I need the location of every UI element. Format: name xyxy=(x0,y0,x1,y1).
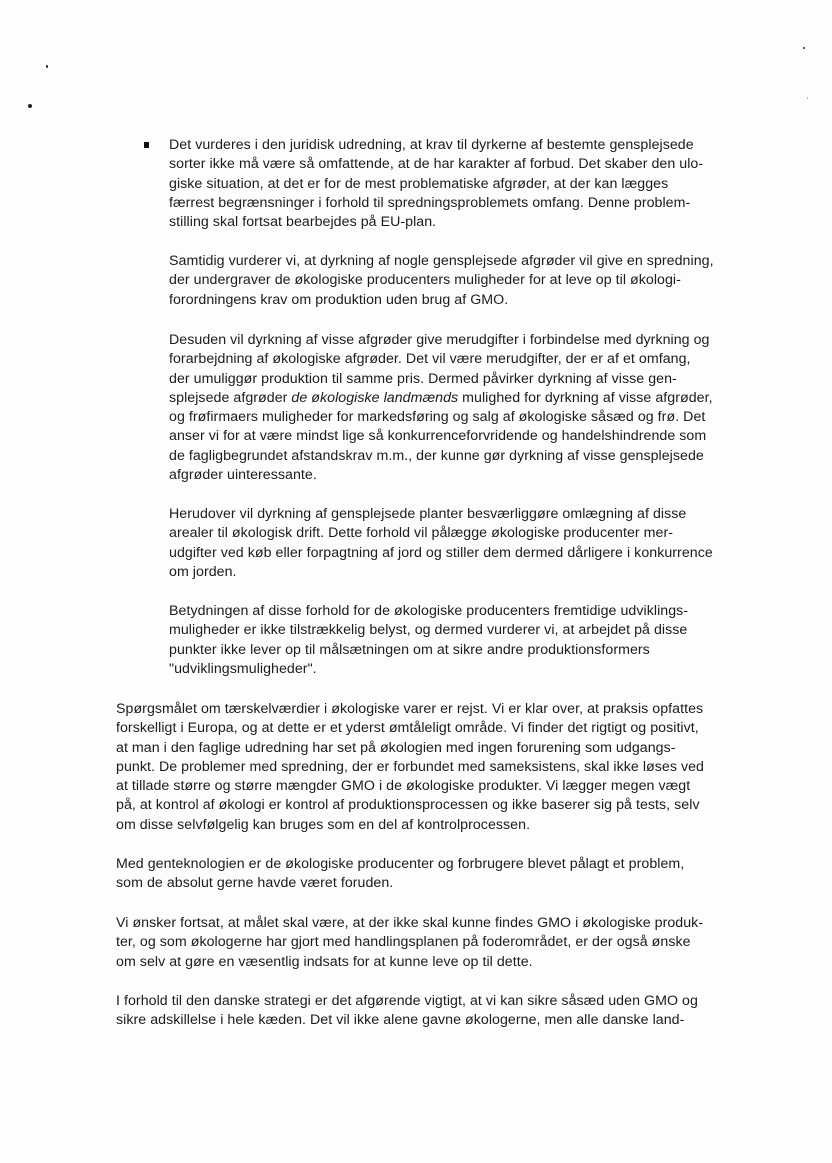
text-run: mulighed for dyrkning af visse afgrøder, xyxy=(458,389,713,406)
text-line: anser vi for at være mindst lige så konkurrenceforvridende og handelshindrende som xyxy=(169,428,707,445)
text-line: ter, og som økologerne har gjort med handlingsplanen på foderområdet, er der også ønske xyxy=(116,934,691,951)
text-run: splejsede afgrøder xyxy=(169,389,292,406)
text-line: forskelligt i Europa, og at dette er et yderst ømtåleligt område. Vi finder det rigtigt og positivt, xyxy=(116,720,699,737)
text-line: at tillade større og større mængder GMO i de økologiske produkter. Vi lægger megen vægt xyxy=(116,778,691,795)
text-line: Betydningen af disse forhold for de økologiske producenters fremtidige udviklings- xyxy=(169,603,689,619)
text-line: Desuden vil dyrkning af visse afgrøder give merudgifter i forbindelse med dyrkning og xyxy=(169,332,710,348)
text-line: sikre adskillelse i hele kæden. Det vil ikke alene gavne økologerne, men alle danske land- xyxy=(116,1012,685,1029)
indented-paragraph xyxy=(169,602,688,679)
text-line: om selv at gøre en væsentlig indsats for at kunne leve op til dette. xyxy=(116,953,533,970)
text-line: der undergraver de økologiske producenters muligheder for at leve op til økologi- xyxy=(169,272,681,289)
text-line: punkt. De problemer med spredning, der er forbundet med sameksistens, skal ikke løses ved xyxy=(116,758,704,775)
body-paragraph xyxy=(116,855,684,894)
text-line: på, at kontrol af økologi er kontrol af produktionsprocessen og ikke baserer sig på tests, selv xyxy=(116,797,700,814)
scan-speck xyxy=(28,104,32,108)
body-paragraph xyxy=(116,700,704,835)
text-line: de fagligbegrundet afstandskrav m.m., der kunne gør dyrkning af visse gensplejsede xyxy=(169,447,704,464)
scan-speck xyxy=(807,97,808,99)
text-line: Vi ønsker fortsat, at målet skal være, at der ikke skal kunne findes GMO i økologiske produk- xyxy=(116,915,704,931)
text-line: stilling skal fortsat bearbejdes på EU-plan. xyxy=(169,214,437,231)
text-line: som de absolut gerne havde været foruden. xyxy=(116,875,394,892)
text-line: "udviklingsmuligheder". xyxy=(169,660,317,677)
text-line: giske situation, at det er for de mest problematiske afgrøder, at der kan lægges xyxy=(169,175,669,192)
text-line: der umuliggør produktion til samme pris. Dermed påvirker dyrkning af visse gen- xyxy=(169,370,677,387)
text-line: arealer til økologisk drift. Dette forhold vil pålægge økologiske producenter mer- xyxy=(169,525,674,542)
bullet-marker xyxy=(144,142,149,148)
italic-text: de økologiske landmænds xyxy=(291,389,459,406)
text-line: og frøfirmaers muligheder for markedsføring og salg af økologiske såsæd og frø. Det xyxy=(169,409,706,426)
scan-speck xyxy=(46,65,48,68)
text-line: forordningens krav om produktion uden brug af GMO. xyxy=(169,291,509,308)
text-line: at man i den faglige udredning har set på økologien med ingen forurening som udgangs- xyxy=(116,739,676,756)
text-line: om jorden. xyxy=(169,563,237,580)
text-line: Det vurderes i den juridisk udredning, at krav til dyrkerne af bestemte gensplejsede xyxy=(169,137,694,153)
text-line: Samtidig vurderer vi, at dyrkning af nogle gensplejsede afgrøder vil give en spredning, xyxy=(169,253,714,269)
body-paragraph xyxy=(116,914,703,972)
text-line: udgifter ved køb eller forpagtning af jord og stiller dem dermed dårligere i konkurrence xyxy=(169,544,713,561)
text-line: om disse selvfølgelig kan bruges som en del af kontrolprocessen. xyxy=(116,816,531,833)
text-line: I forhold til den danske strategi er det afgørende vigtigt, at vi kan sikre såsæd uden GMO og xyxy=(116,993,698,1009)
text-line: Med genteknologien er de økologiske producenter og forbrugere blevet pålagt et problem, xyxy=(116,856,685,872)
text-line: muligheder er ikke tilstrækkelig belyst, og dermed vurderer vi, at arbejdet på disse xyxy=(169,622,688,639)
text-line: Herudover vil dyrkning af gensplejsede planter besværliggøre omlægning af disse xyxy=(169,506,687,522)
indented-paragraph xyxy=(169,505,713,582)
text-line: sorter ikke må være så omfattende, at de har karakter af forbud. Det skaber den ulo- xyxy=(169,156,704,173)
text-line: punkter ikke lever op til målsætningen om at sikre andre produktionsformers xyxy=(169,641,650,658)
bullet-paragraph xyxy=(169,136,703,232)
indented-paragraph xyxy=(169,252,714,310)
text-line: forarbejdning af økologiske afgrøder. Det vil være merudgifter, der er af et omfang, xyxy=(169,351,691,368)
scan-speck xyxy=(803,47,805,49)
text-line: afgrøder uinteressante. xyxy=(169,467,317,484)
body-paragraph xyxy=(116,992,698,1031)
text-line xyxy=(169,389,713,408)
indented-paragraph xyxy=(169,331,713,485)
text-line: Spørgsmålet om tærskelværdier i økologiske varer er rejst. Vi er klar over, at praksis opfattes xyxy=(116,701,704,717)
text-line: færrest begrænsninger i forhold til spredningsproblemets omfang. Denne problem- xyxy=(169,194,691,211)
